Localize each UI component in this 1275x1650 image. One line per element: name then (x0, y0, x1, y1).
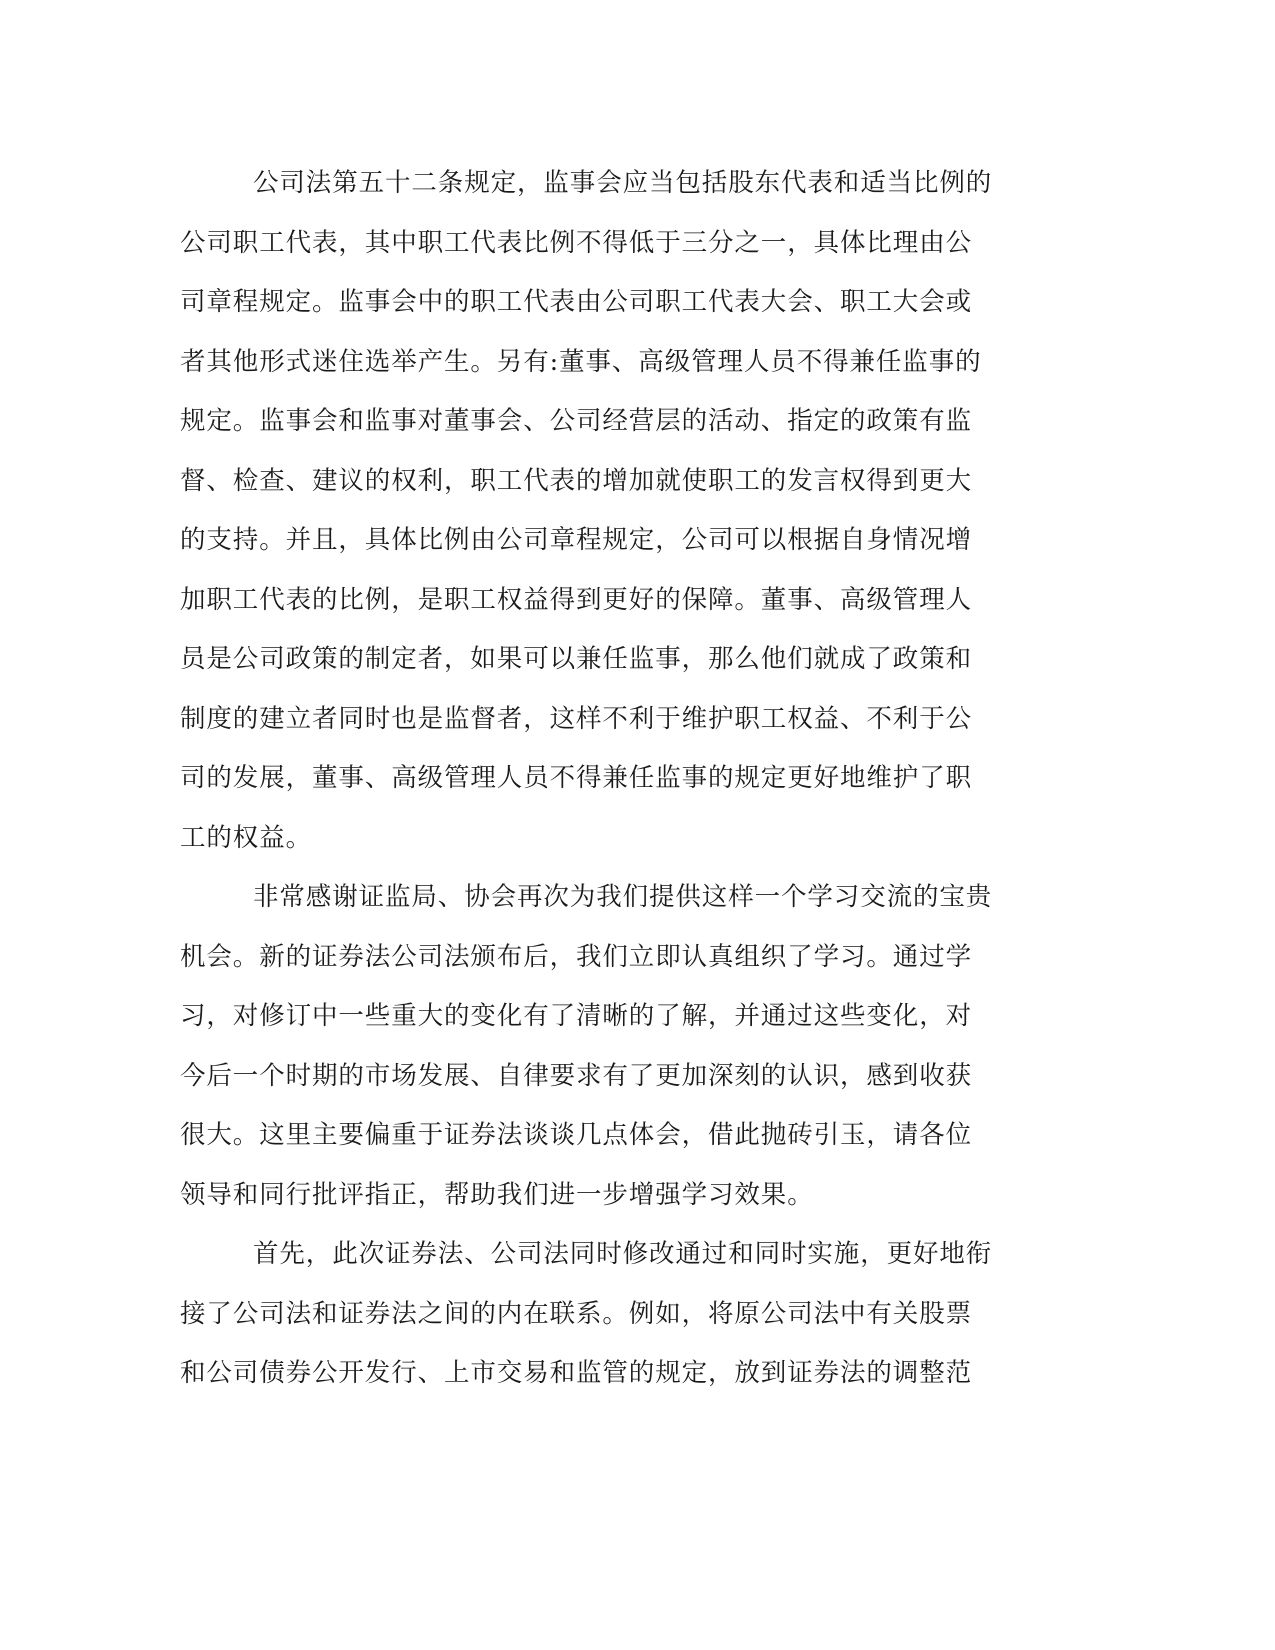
text-line: 和公司债券公开发行、上市交易和监管的规定，放到证券法的调整范 (180, 1358, 973, 1388)
text-line: 司的发展，董事、高级管理人员不得兼任监事的规定更好地维护了职 (180, 763, 973, 793)
text-line: 接了公司法和证券法之间的内在联系。例如，将原公司法中有关股票 (180, 1298, 973, 1329)
text-line: 制度的建立者同时也是监督者，这样不利于维护职工权益、不利于公 (180, 703, 973, 734)
text-line: 很大。这里主要偏重于证券法谈谈几点体会，借此抛砖引玉，请各位 (180, 1120, 973, 1150)
text-line: 规定。监事会和监事对董事会、公司经营层的活动、指定的政策有监 (180, 406, 973, 436)
text-line: 者其他形式迷住选举产生。另有:董事、高级管理人员不得兼任监事的 (180, 346, 982, 377)
text-line: 公司法第五十二条规定，监事会应当包括股东代表和适当比例的 (253, 168, 993, 198)
text-line: 今后一个时期的市场发展、自律要求有了更加深刻的认识，感到收获 (180, 1060, 973, 1091)
text-line: 员是公司政策的制定者，如果可以兼任监事，那么他们就成了政策和 (180, 644, 973, 674)
text-line: 习，对修订中一些重大的变化有了清晰的了解，并通过这些变化，对 (180, 1001, 973, 1031)
text-line: 督、检查、建议的权利，职工代表的增加就使职工的发言权得到更大 (180, 465, 973, 496)
text-line: 非常感谢证监局、协会再次为我们提供这样一个学习交流的宝贵 (253, 882, 993, 912)
text-line: 加职工代表的比例，是职工权益得到更好的保障。董事、高级管理人 (180, 584, 973, 615)
text-line: 司章程规定。监事会中的职工代表由公司职工代表大会、职工大会或 (180, 287, 973, 317)
text-line: 公司职工代表，其中职工代表比例不得低于三分之一，具体比理由公 (180, 227, 973, 258)
document-body (180, 163, 1040, 1413)
text-line: 机会。新的证券法公司法颁布后，我们立即认真组织了学习。通过学 (180, 941, 973, 972)
text-line: 领导和同行批评指正，帮助我们进一步增强学习效果。 (180, 1179, 814, 1210)
text-line: 首先，此次证券法、公司法同时修改通过和同时实施，更好地衔 (253, 1239, 993, 1269)
text-line: 的支持。并且，具体比例由公司章程规定，公司可以根据自身情况增 (180, 525, 973, 555)
text-line: 工的权益。 (180, 822, 313, 853)
